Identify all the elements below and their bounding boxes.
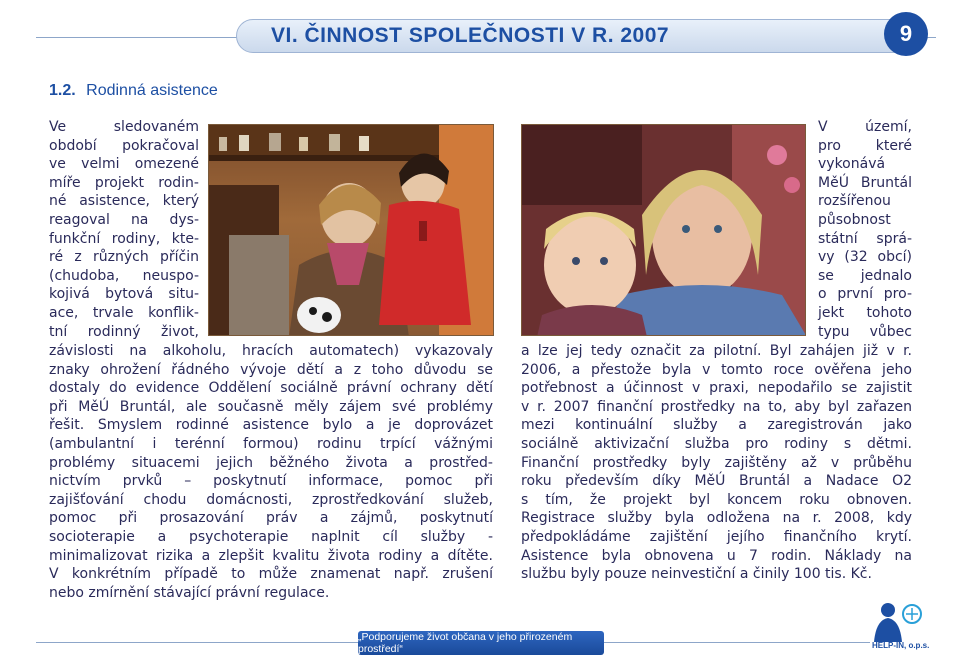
text-line: vy (32 obcí) [818,249,912,266]
footer-slogan: „Podporujeme život občana v jeho přirozeném prostředí“ [358,631,604,655]
text-line: zajišťování chodu domácnosti, zprostředkování služeb, [49,491,493,508]
text-line: tní rodinný život, [49,323,199,340]
text-line: nebo zmírnění stávající právní regulace. [49,584,330,601]
text-line: státní sprá- [818,230,912,247]
text-line: službu byly pouze neinvestiční a činily 100 tis. Kč. [521,566,872,583]
text-line: Registrace služby byla odložena na r. 2008, kdy [521,510,912,527]
text-line: roku především díky MěÚ Bruntál a Nadace O2 [521,473,912,490]
text-line: znaky ohrožení řádného vývoje dětí a z toho důvodu se [49,361,493,378]
text-line: (chudoba, neuspo- [49,267,199,284]
footer-rule-right [604,642,870,643]
text-line: pro které [818,137,912,154]
section-number: 1.2. [49,82,76,99]
chapter-title: VI. ČINNOST SPOLEČNOSTI V R. 2007 [271,24,670,47]
text-line: ve velmi omezené [49,156,199,173]
text-line: funkční rodiny, kte- [49,230,199,247]
text-line: závislosti na alkoholu, hracích automatech) vykazovaly [49,343,493,359]
left-column-body [49,342,493,602]
text-line: socioterapie a psychoterapie naplnit cíl služby - [49,528,493,545]
text-line: minimalizovat rizika a zlepšit kvalitu života rodiny a dítěte. [49,547,493,564]
left-column-wrap [49,118,199,341]
text-line: Ve sledovaném [49,119,199,135]
text-line: období pokračoval [49,137,199,154]
text-line: né asistence, který [49,193,199,210]
footer-rule-left [36,642,358,643]
text-line: nictvím prvků – poskytnutí informace, pomoc při [49,473,493,490]
text-line: vykonává [818,156,886,173]
text-line: při MěÚ Bruntál, ale současně měly zájem své problémy [49,398,493,415]
photo-mother-child-image [522,125,806,336]
text-line: jekt tohoto [818,304,912,321]
text-line: dostaly do evidence Oddělení sociálně právní ochrany dětí [49,380,493,397]
text-line: (ambulantní i terénní formou) rodinu trpící vážnými [49,435,493,452]
text-line: předpokládáme zajištění jejího finančního krytí. [521,528,912,545]
text-line: Finanční prostředky byly zajištěny až v průběhu [521,454,912,471]
text-line: pomoc při prosazování práv a zájmů, poskytnutí [49,510,493,527]
text-line: míře projekt rodin- [49,174,199,191]
text-line: ace, trvale konflik- [49,304,199,321]
text-line: MěÚ Bruntál [818,174,912,191]
logo-caption: HELP-IN, o.p.s. [872,641,930,650]
text-line: působnost [818,211,891,228]
text-line: typu vůbec [818,323,912,340]
text-line: kojivá bytová situ- [49,286,199,303]
text-line: ré z různých příčin [49,249,199,266]
text-line: reagoval na dys- [49,211,199,228]
page-number-badge: 9 [884,12,928,56]
section-heading [49,82,218,100]
text-line: mezi kontinuální služby a zaregistrován jako [521,417,912,434]
text-line: potřebnost a účinnost v praxi, nepodařilo se zajistit [521,380,912,397]
text-line: sociálně aktivizační služba pro rodiny s dětmi. [521,435,912,452]
text-line: V území, [818,119,912,135]
text-line: a lze jej tedy označit za pilotní. Byl zahájen již v r. [521,343,912,359]
chapter-header [236,19,924,53]
photo-two-girls [208,124,494,336]
right-column-body [521,342,912,584]
text-line: s tím, že projekt byl koncem roku obnoven. [521,491,912,508]
text-line: problémy situacemi jejich běžného života a prostřed- [49,454,493,471]
text-line: se jednalo [818,267,912,284]
help-in-logo-icon [866,598,930,642]
text-line: řešit. Smyslem rodinné asistence bylo a je doprovázet [49,417,493,434]
text-line: v r. 2007 finanční prostředky na to, aby byl zařazen [521,398,912,415]
section-title: Rodinná asistence [86,82,218,99]
text-line: 2006, a přestože byla v tomto roce ověřena jeho [521,361,912,378]
photo-mother-child [521,124,806,336]
photo-two-girls-image [209,125,494,336]
text-line: o první pro- [818,286,912,303]
text-line: rozšířenou [818,193,891,210]
text-line: Asistence byla obnovena u 7 rodin. Náklady na [521,547,912,564]
text-line: V konkrétním případě to může znamenat např. zrušení [49,566,493,583]
right-column-wrap [818,118,912,341]
